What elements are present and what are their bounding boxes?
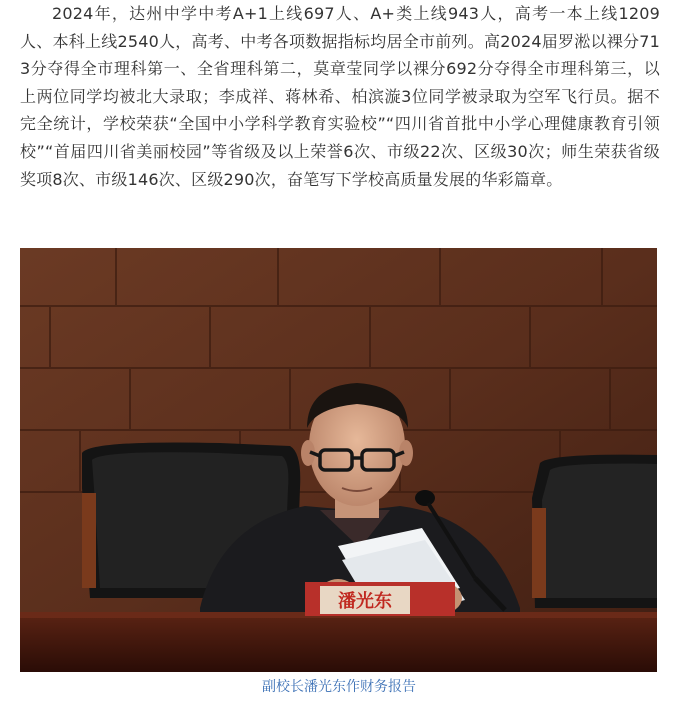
conference-table xyxy=(20,612,657,672)
article-paragraph: 2024年，达州中学中考A+1上线697人、A+类上线943人，高考一本上线1209人、本科上线2540人，高考、中考各项数据指标均居全市前列。高2024届罗淞以裸分713分夺得全市理科第一、全省理科第二，莫章莹同学以裸分692分夺得全市理科第三，以上两位同学均被北大录取；李成祥、蒋林希、柏滨漩3位同学被录取为空军飞行员。据不完全统计，学校荣获“全国中小学科学教育实验校”“四川省首批中小学心理健康教育引领校”“首届四川省美丽校园”等省级及以上荣誉6次、市级22次、区级30次；师生荣获省级奖项8次、市级146次、区级290次，奋笔写下学校高质量发展的华彩篇章。 xyxy=(20,4,660,189)
right-chair xyxy=(532,455,657,608)
report-photo xyxy=(20,248,657,672)
photo-caption: 副校长潘光东作财务报告 xyxy=(262,679,416,695)
nameplate-text: 潘光东 xyxy=(338,591,392,612)
